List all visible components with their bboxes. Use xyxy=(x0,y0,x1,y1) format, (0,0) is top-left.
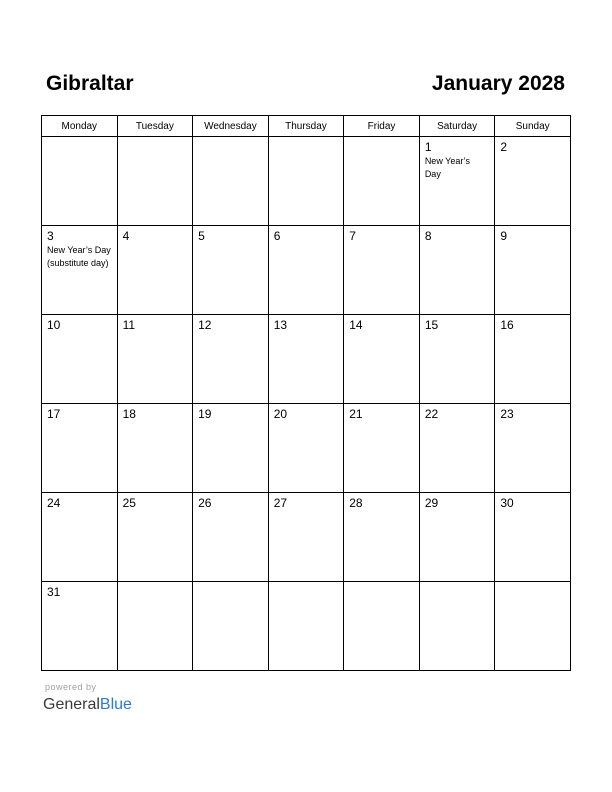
calendar-week-row xyxy=(42,582,571,671)
weekday-header: Thursday xyxy=(268,116,344,137)
calendar-week-row xyxy=(42,226,571,315)
day-number: 20 xyxy=(273,407,288,421)
weekday-header: Monday xyxy=(42,116,118,137)
calendar-day-cell xyxy=(42,493,118,582)
day-number: 1 xyxy=(424,140,432,154)
calendar-day-cell xyxy=(193,315,269,404)
weekday-header: Wednesday xyxy=(193,116,269,137)
calendar-day-cell xyxy=(193,404,269,493)
day-number: 17 xyxy=(47,407,61,421)
day-number: 9 xyxy=(500,229,508,243)
day-number: 18 xyxy=(122,407,136,421)
calendar-day-cell xyxy=(117,582,193,671)
calendar-day-cell xyxy=(344,315,420,404)
calendar-week-row xyxy=(42,493,571,582)
calendar-day-cell xyxy=(495,226,571,315)
calendar-day-cell xyxy=(419,493,495,582)
day-number: 23 xyxy=(500,407,514,421)
calendar-day-cell xyxy=(193,226,269,315)
day-number: 11 xyxy=(122,318,136,332)
calendar-day-cell xyxy=(344,582,420,671)
calendar-day-cell xyxy=(344,493,420,582)
calendar-day-cell xyxy=(117,404,193,493)
weekday-header: Saturday xyxy=(419,116,495,137)
weekday-header: Friday xyxy=(344,116,420,137)
day-number: 28 xyxy=(349,496,363,510)
calendar-day-cell xyxy=(268,315,344,404)
calendar-day-cell xyxy=(42,137,118,226)
day-number: 26 xyxy=(198,496,212,510)
day-number: 31 xyxy=(47,585,61,599)
calendar-day-cell xyxy=(42,226,118,315)
day-number: 16 xyxy=(500,318,514,332)
month-year-title: January 2028 xyxy=(431,72,565,95)
weekday-header: Sunday xyxy=(495,116,571,137)
day-number: 15 xyxy=(424,318,439,332)
calendar-day-cell xyxy=(268,404,344,493)
country-title: Gibraltar xyxy=(46,72,134,95)
calendar-day-cell xyxy=(344,226,420,315)
day-number: 29 xyxy=(424,496,439,510)
calendar-day-cell xyxy=(193,493,269,582)
calendar-day-cell xyxy=(117,315,193,404)
calendar-day-cell xyxy=(495,582,571,671)
calendar-day-cell xyxy=(42,582,118,671)
calendar-day-cell xyxy=(268,582,344,671)
brand-name-general: General xyxy=(43,696,100,713)
holiday-label: New Year’s Day xyxy=(47,245,111,255)
day-number: 7 xyxy=(349,229,356,243)
day-number: 14 xyxy=(349,318,363,332)
calendar-day-cell xyxy=(42,315,118,404)
day-number: 5 xyxy=(198,229,205,243)
calendar-day-cell xyxy=(344,404,420,493)
calendar-day-cell xyxy=(117,226,193,315)
calendar-day-cell xyxy=(193,137,269,226)
day-number: 10 xyxy=(47,318,61,332)
calendar-day-cell xyxy=(419,582,495,671)
calendar-day-cell xyxy=(419,137,495,226)
calendar-day-cell xyxy=(495,493,571,582)
calendar-day-cell xyxy=(42,404,118,493)
calendar-day-cell xyxy=(117,137,193,226)
footer xyxy=(43,682,132,715)
holiday-label: (substitute day) xyxy=(47,258,109,268)
day-number: 30 xyxy=(500,496,514,510)
day-number: 27 xyxy=(273,496,288,510)
calendar-day-cell xyxy=(419,226,495,315)
calendar-week-row xyxy=(42,137,571,226)
day-number: 6 xyxy=(273,229,281,243)
day-number: 13 xyxy=(273,318,288,332)
brand-name-blue: Blue xyxy=(99,696,132,713)
weekday-header: Tuesday xyxy=(117,116,193,137)
calendar-day-cell xyxy=(268,226,344,315)
day-number: 3 xyxy=(47,229,54,243)
calendar-day-cell xyxy=(419,404,495,493)
holiday-label: Day xyxy=(424,169,441,179)
day-number: 2 xyxy=(500,140,508,154)
day-number: 24 xyxy=(47,496,61,510)
calendar-grid xyxy=(41,115,571,671)
calendar-day-cell xyxy=(193,582,269,671)
calendar-week-row xyxy=(42,315,571,404)
day-number: 4 xyxy=(122,229,130,243)
calendar-day-cell xyxy=(117,493,193,582)
weekday-header-row xyxy=(42,116,571,137)
brand-logo xyxy=(43,695,132,715)
calendar-day-cell xyxy=(419,315,495,404)
day-number: 22 xyxy=(424,407,439,421)
calendar-day-cell xyxy=(268,137,344,226)
calendar-day-cell xyxy=(344,137,420,226)
calendar-day-cell xyxy=(495,404,571,493)
day-number: 8 xyxy=(424,229,432,243)
calendar-day-cell xyxy=(495,137,571,226)
powered-by-text: powered by xyxy=(45,682,97,692)
calendar-day-cell xyxy=(268,493,344,582)
day-number: 12 xyxy=(198,318,212,332)
day-number: 21 xyxy=(349,407,363,421)
calendar-day-cell xyxy=(495,315,571,404)
holiday-label: New Year’s xyxy=(424,156,471,166)
calendar-week-row xyxy=(42,404,571,493)
day-number: 19 xyxy=(198,407,212,421)
day-number: 25 xyxy=(122,496,136,510)
